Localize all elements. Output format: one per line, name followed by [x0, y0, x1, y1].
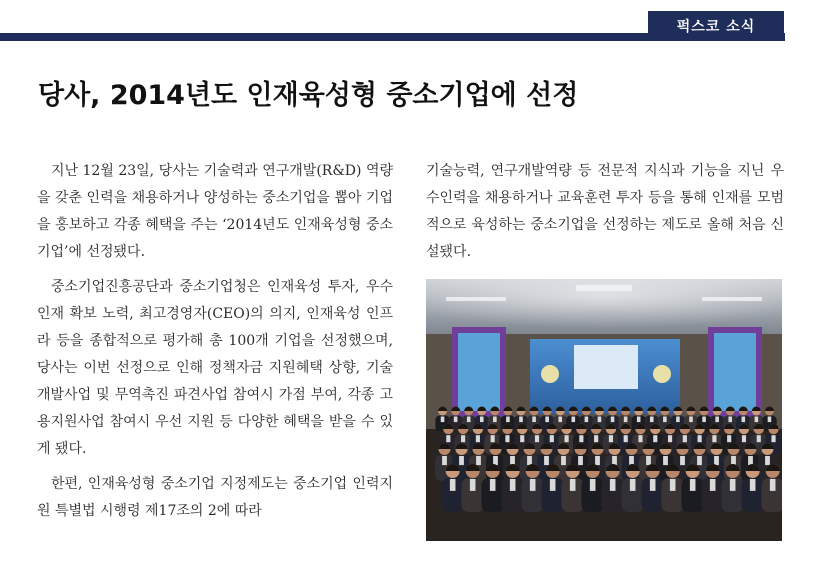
ceremony-photo [426, 279, 782, 541]
ceremony-photo-image [426, 279, 782, 541]
article-body-left [37, 158, 393, 525]
paragraph-4: 기술능력, 연구개발역량 등 전문적 지식과 기능을 지닌 우수인력을 채용하거나 교육훈련 투자 등을 통해 인재를 모범적으로 육성하는 중소기업을 선정하는 제도로 올해 처음 신설됐다. [426, 163, 784, 260]
paragraph-1: 지난 12월 23일, 당사는 기술력과 연구개발(R&D) 역량을 갖춘 인력을 채용하거나 양성하는 중소기업을 뽑아 기업을 홍보하고 각종 혜택을 주는 ‘2014년도 인재육성형 중소기업’에 선정됐다. [37, 163, 393, 260]
article-body-right [426, 158, 784, 266]
section-label: 퍽스코 소식 [648, 11, 784, 40]
article-title: 당사, 2014년도 인재육성형 중소기업에 선정 [38, 80, 579, 111]
paragraph-2: 중소기업진흥공단과 중소기업청은 인재육성 투자, 우수인재 확보 노력, 최고경영자(CEO)의 의지, 인재육성 인프라 등을 종합적으로 평가해 총 100개 기업을 선정했으며, 당사는 이번 선정으로 인해 정책자금 지원혜택 상향, 기술개발사업 및 무역촉진 파견사업 참여시 가점 부여, 각종 고용지원사업 참여시 우선 지원 등 다양한 혜택을 받을 수 있게 됐다. [37, 279, 393, 457]
paragraph-3: 한편, 인재육성형 중소기업 지정제도는 중소기업 인력지원 특별법 시행령 제17조의 2에 따라 [37, 476, 393, 519]
